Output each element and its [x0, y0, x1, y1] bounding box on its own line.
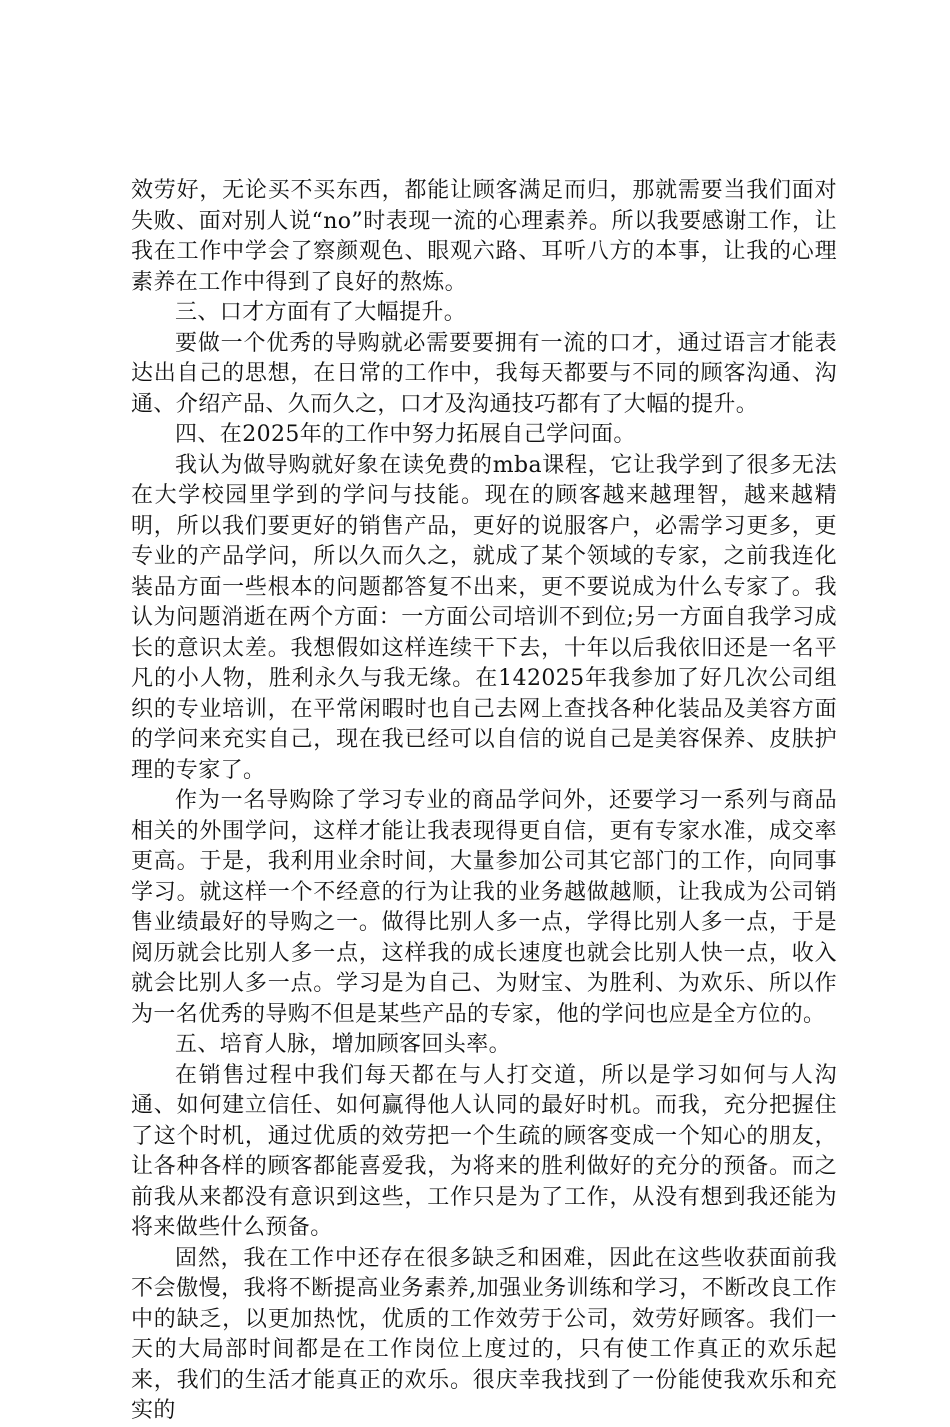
- section-heading-5: 五、培育人脉，增加顾客回头率。: [175, 1032, 512, 1057]
- section-heading-4: 四、在2025年的工作中努力拓展自己学问面。: [175, 422, 636, 447]
- section-heading-3: 三、口才方面有了大幅提升。: [175, 300, 467, 325]
- paragraph-1: 效劳好，无论买不买东西，都能让顾客满足而归，那就需要当我们面对失败、面对别人说“no”时表现一流的心理素养。所以我要感谢工作，让我在工作中学会了察颜观色、眼观六路、耳听八方的本事，让我的心理素养在工作中得到了良好的熬炼。: [131, 178, 837, 295]
- paragraph-6: 固然，我在工作中还存在很多缺乏和困难，因此在这些收获面前我不会傲慢，我将不断提高业务素养,加强业务训练和学习，不断改良工作中的缺乏，以更加热忱，优质的工作效劳于公司，效劳好顾客。我们一天的大局部时间都是在工作岗位上度过的，只有使工作真正的欢乐起来，我们的生活才能真正的欢乐。很庆幸我找到了一份能使我欢乐和充实的: [131, 1245, 837, 1423]
- paragraph-3: 我认为做导购就好象在读免费的mba课程，它让我学到了很多无法在大学校园里学到的学问与技能。现在的顾客越来越理智，越来越精明，所以我们要更好的销售产品，更好的说服客户，必需学习更多，更专业的产品学问，所以久而久之，就成了某个领域的专家，之前我连化装品方面一些根本的问题都答复不出来，更不要说成为什么专家了。我认为问题消逝在两个方面：一方面公司培训不到位;另一方面自我学习成长的意识太差。我想假如这样连续干下去，十年以后我依旧还是一名平凡的小人物，胜利永久与我无缘。在142025年我参加了好几次公司组织的专业培训，在平常闲暇时也自己去网上查找各种化装品及美容方面的学问来充实自己，现在我已经可以自信的说自己是美容保养、皮肤护理的专家了。: [131, 452, 837, 783]
- document-body: [131, 176, 837, 1427]
- paragraph-2: 要做一个优秀的导购就必需要要拥有一流的口才，通过语言才能表达出自己的思想，在日常的工作中，我每天都要与不同的顾客沟通、沟通、介绍产品、久而久之，口才及沟通技巧都有了大幅的提升。: [131, 330, 837, 417]
- paragraph-5: 在销售过程中我们每天都在与人打交道，所以是学习如何与人沟通、如何建立信任、如何赢得他人认同的最好时机。而我，充分把握住了这个时机，通过优质的效劳把一个生疏的顾客变成一个知心的朋友，让各种各样的顾客都能喜爱我，为将来的胜利做好的充分的预备。而之前我从来都没有意识到这些，工作只是为了工作，从没有想到我还能为将来做些什么预备。: [131, 1062, 837, 1240]
- paragraph-4: 作为一名导购除了学习专业的商品学问外，还要学习一系列与商品相关的外围学问，这样才能让我表现得更自信，更有专家水准，成交率更高。于是，我利用业余时间，大量参加公司其它部门的工作，向同事学习。就这样一个不经意的行为让我的业务越做越顺，让我成为公司销售业绩最好的导购之一。做得比别人多一点，学得比别人多一点，于是阅历就会比别人多一点，这样我的成长速度也就会比别人快一点，收入就会比别人多一点。学习是为自己、为财宝、为胜利、为欢乐、所以作为一名优秀的导购不但是某些产品的专家，他的学问也应是全方位的。: [131, 788, 837, 1027]
